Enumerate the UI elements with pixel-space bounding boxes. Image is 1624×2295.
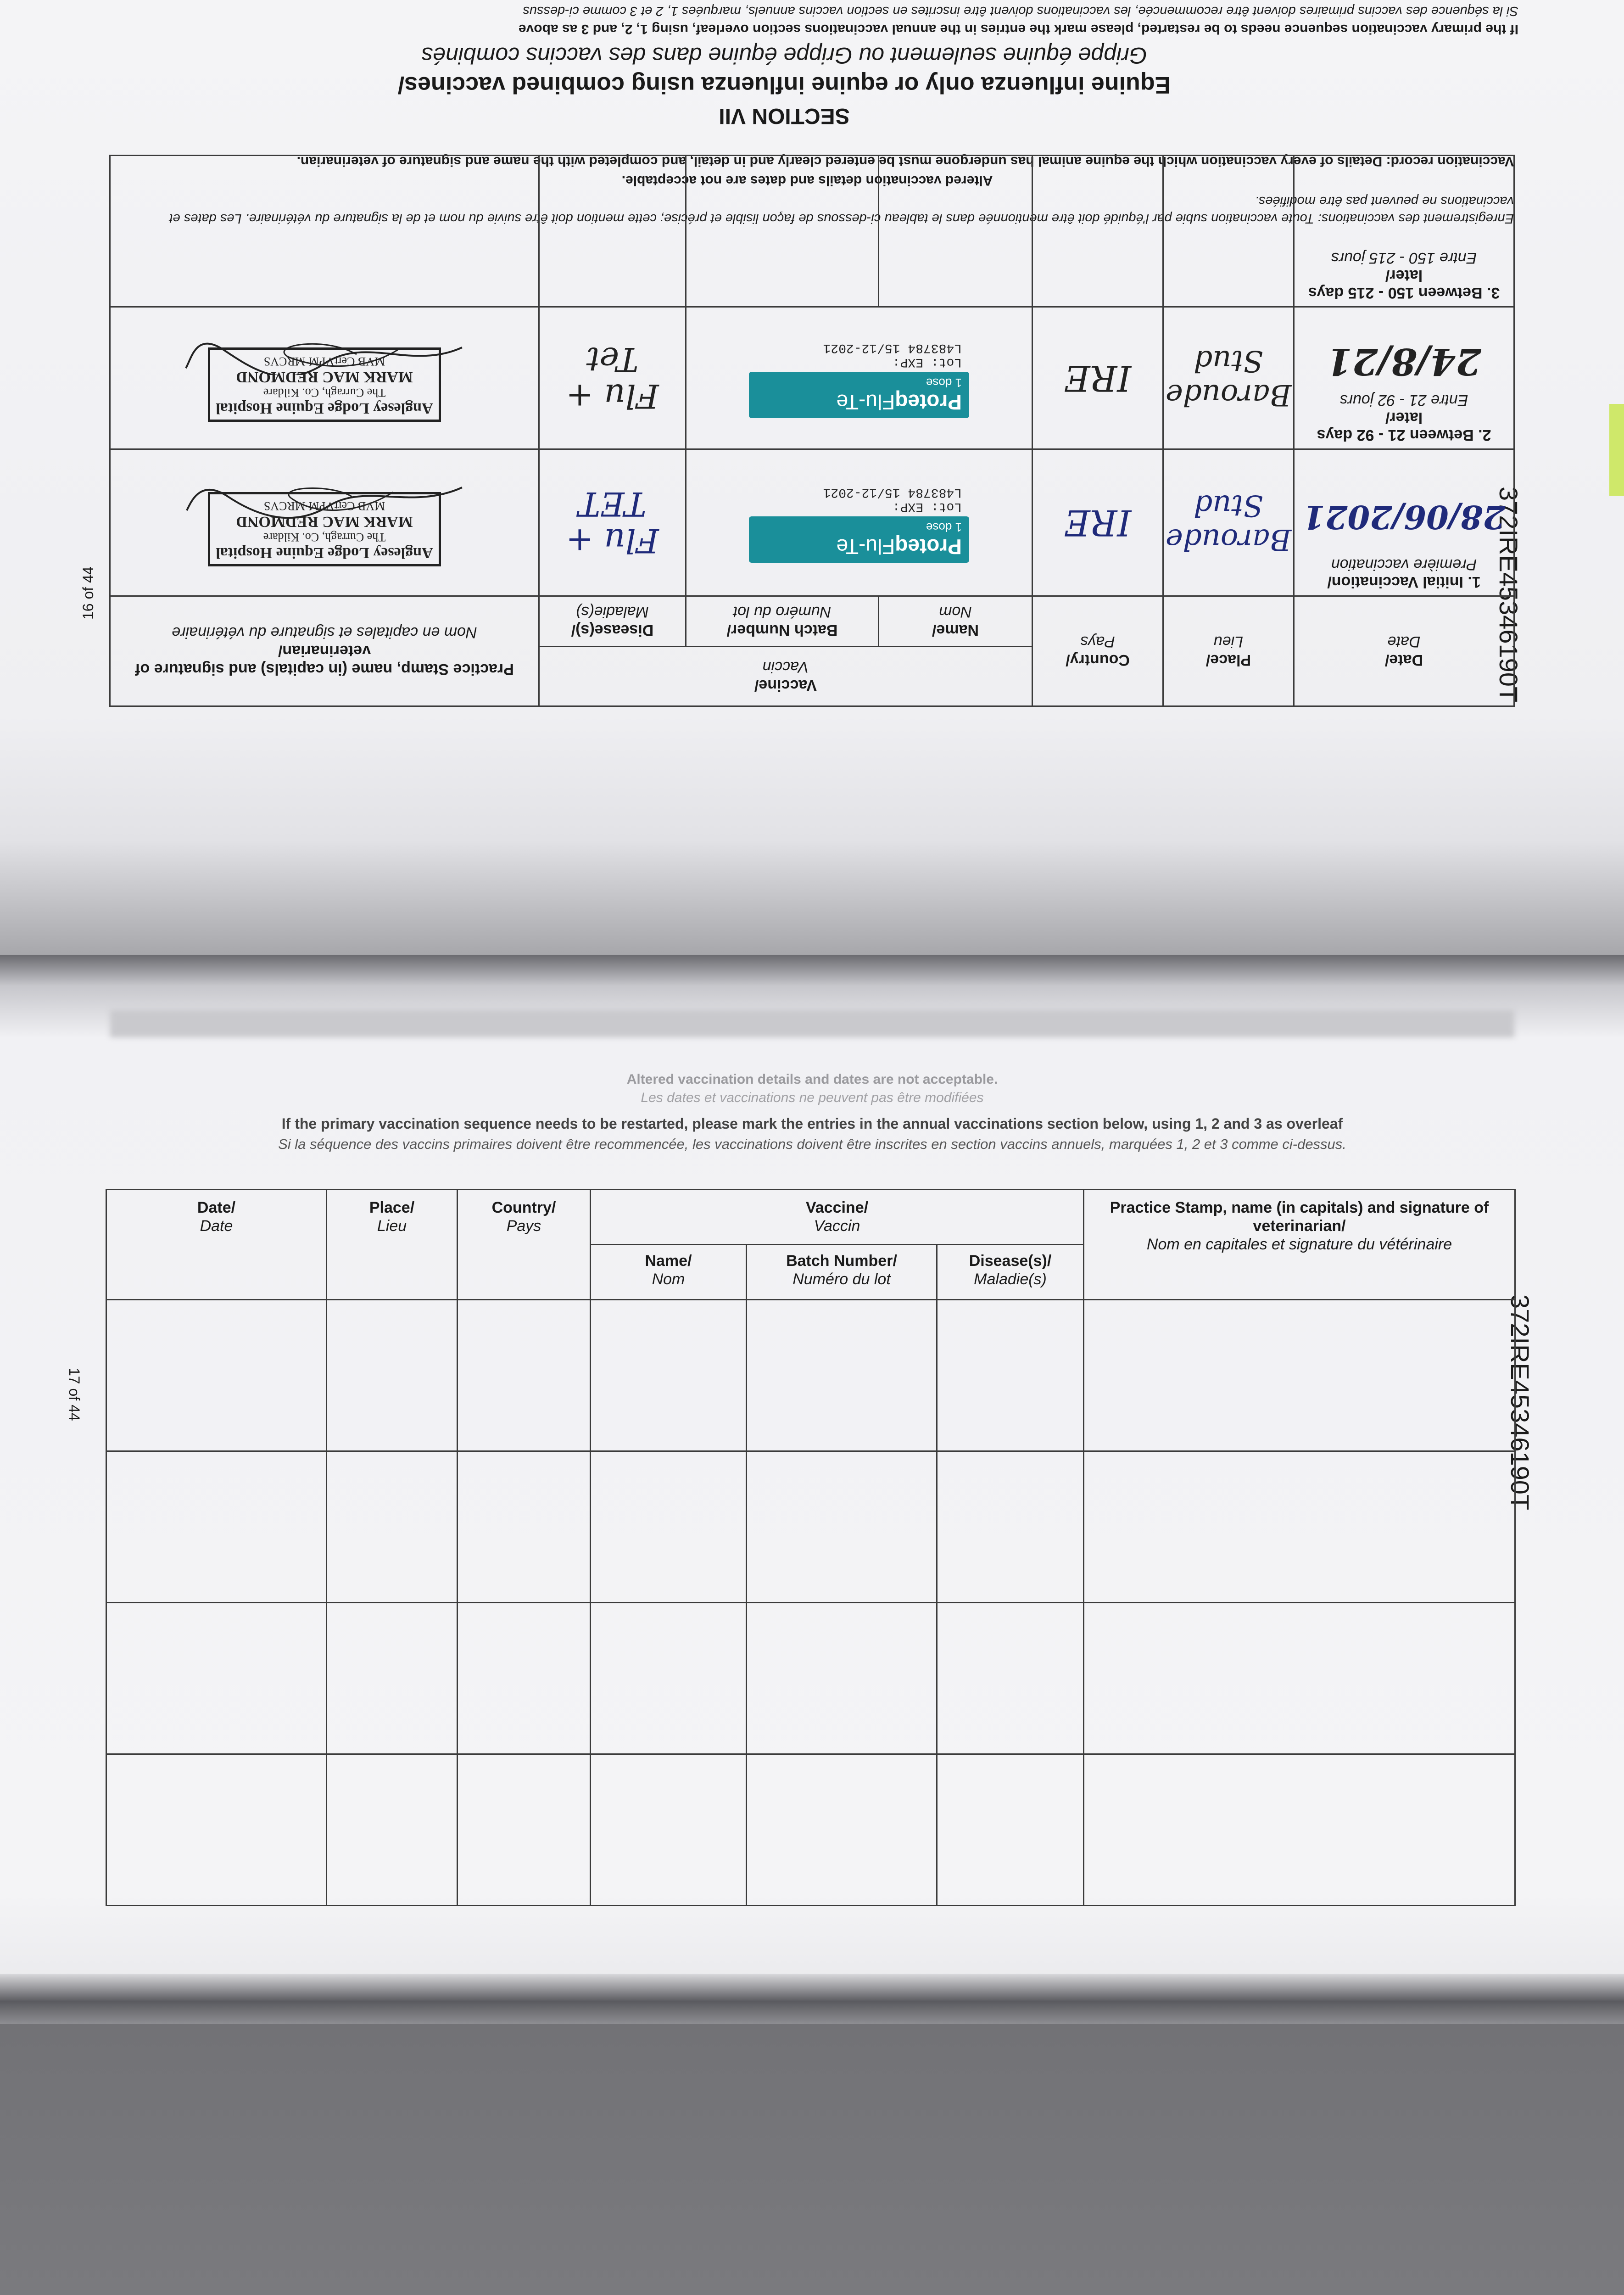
table-cell[interactable] (591, 1451, 747, 1603)
header-practice-stamp: Practice Stamp, name (in capitals) and signature of veterinarian/ Nom en capitales et signature du vétérinaire (110, 596, 539, 706)
table-cell[interactable] (458, 1451, 591, 1603)
table-cell[interactable] (591, 1603, 747, 1754)
table-cell[interactable] (327, 1603, 458, 1754)
table-cell[interactable] (937, 1754, 1084, 1906)
lower-page (0, 955, 1624, 1997)
table-cell[interactable] (458, 1300, 591, 1451)
passport-id: 372IRE45346190T (1506, 1294, 1535, 1511)
batch-number: Lot: EXP: L483784 15/12-2021 (823, 341, 962, 369)
table-cell[interactable] (1084, 1603, 1515, 1754)
row-disease-cell (539, 307, 686, 449)
veterinarian-signature (182, 334, 467, 375)
row-label-fr: Première vaccination (1331, 556, 1477, 573)
row-label-fr: Entre 150 - 215 jours (1331, 249, 1477, 267)
vaccine-sticker (749, 482, 969, 563)
table-cell[interactable] (747, 1754, 937, 1906)
table-row (110, 449, 1514, 596)
row-stamp-cell (110, 307, 539, 449)
veterinary-stamp: Anglesey Lodge Equine Hospital The Curragh, Co. Kildare MARK MAC REDMOND MVB CertVPM MRCVS (208, 348, 441, 422)
vaccine-name: ProteqFlu-Te (836, 535, 962, 559)
scanner-background (0, 2024, 1624, 2295)
section-heading-fr: Grippe équine seulement ou Grippe équine dans des vaccins combinés (421, 43, 1147, 68)
table-cell[interactable] (106, 1451, 327, 1603)
table-row (110, 156, 1514, 307)
altered-note: Altered vaccination details and dates are not acceptable. (626, 1072, 998, 1087)
vaccine-sticker-band (749, 516, 969, 563)
header-place: Place/ Lieu (327, 1190, 458, 1300)
header-practice-stamp: Practice Stamp, name (in capitals) and signature of veterinarian/ Nom en capitales et signature du vétérinaire (1084, 1190, 1515, 1300)
header-date: Date/ Date (1294, 596, 1514, 706)
handwritten-date: 24/8/21 (1327, 340, 1481, 383)
vaccine-dose: 1 dose (926, 376, 962, 390)
section-title: SECTION VII (719, 104, 850, 128)
table-cell[interactable] (458, 1603, 591, 1754)
veterinarian-signature (182, 479, 467, 520)
row-date-cell (1294, 449, 1514, 596)
batch-number: Lot: EXP: L483784 15/12-2021 (823, 485, 962, 514)
header-batch-number: Batch Number/ Numéro du lot (747, 1245, 937, 1300)
table-header-row (106, 1190, 1515, 1245)
table-cell[interactable] (937, 1603, 1084, 1754)
table-row (106, 1451, 1515, 1603)
header-date: Date/ Date (106, 1190, 327, 1300)
table-cell[interactable] (937, 1300, 1084, 1451)
veterinary-stamp: Anglesey Lodge Equine Hospital The Curragh, Co. Kildare MARK MAC REDMOND MVB CertVPM MRCVS (208, 493, 441, 567)
vaccination-table (106, 1189, 1516, 1906)
handwritten-country: IRE (1064, 502, 1132, 543)
table-row (106, 1754, 1515, 1906)
row-stamp-cell (110, 449, 539, 596)
handwritten-place: Baroude Stud (1165, 344, 1292, 412)
header-batch-number: Batch Number/ Numéro du lot (686, 596, 879, 647)
header-country: Country/ Pays (458, 1190, 591, 1300)
row-vaccine-sticker-cell (686, 307, 1032, 449)
book-page-edge (0, 1974, 1624, 2024)
handwritten-disease: Flu + TET (566, 485, 659, 560)
page-number: 16 of 44 (80, 566, 96, 620)
record-note-fr: Enregistrement des vaccinations: Toute vaccination subie par l'équidé doit être mentionnée dans le tableau ci-dessous de façon lisible et précise; cette mention doit être suivie du nom et de la signature du vétérinaire. Les dates et vaccinations ne peuvent pas être modifiées. (169, 194, 1514, 226)
table-cell[interactable] (327, 1451, 458, 1603)
page-number: 17 of 44 (66, 1368, 83, 1421)
row-place-cell (1163, 307, 1294, 449)
table-cell[interactable] (937, 1451, 1084, 1603)
restart-note: If the primary vaccination sequence needs to be restarted, please mark the entries in the annual vaccinations section overleaf, using 1, 2, and 3 as above (518, 22, 1518, 37)
header-country: Country/ Pays (1032, 596, 1163, 706)
row-country-cell (1032, 449, 1163, 596)
table-cell[interactable] (747, 1300, 937, 1451)
vaccine-dose: 1 dose (926, 521, 962, 534)
altered-note: Altered vaccination details and dates are not acceptable. (621, 173, 993, 188)
altered-note-fr: Les dates et vaccinations ne peuvent pas être modifiées (641, 1090, 984, 1105)
passport-id: 372IRE45346190T (1494, 487, 1523, 703)
table-header-row (110, 647, 1514, 706)
handwritten-disease: Flu + Tet (566, 340, 659, 416)
row-vaccine-name-cell (879, 156, 1032, 307)
table-cell[interactable] (1084, 1754, 1515, 1906)
table-row (106, 1603, 1515, 1754)
table-cell[interactable] (1084, 1300, 1515, 1451)
header-vaccine-name: Name/ Nom (879, 596, 1032, 647)
table-cell[interactable] (747, 1603, 937, 1754)
vaccine-sticker (749, 338, 969, 418)
restart-note-fr: Si la séquence des vaccins primaires doivent être recommencée, les vaccinations doivent être inscrites en section vaccins annuels, marquées 1, 2 et 3 comme ci-dessus. (278, 1136, 1346, 1152)
row-date-cell (1294, 156, 1514, 307)
table-row (106, 1300, 1515, 1451)
upper-page-content (0, 0, 1624, 955)
upper-page (0, 0, 1624, 955)
row-country-cell (1032, 307, 1163, 449)
row-stamp-cell (110, 156, 539, 307)
restart-note: If the primary vaccination sequence needs to be restarted, please mark the entries in the annual vaccinations section below, using 1, 2 and 3 as overleaf (281, 1115, 1343, 1132)
row-country-cell (1032, 156, 1163, 307)
vaccination-table (109, 155, 1515, 707)
vaccine-sticker-band (749, 372, 969, 418)
table-cell[interactable] (106, 1754, 327, 1906)
blurred-header-band (110, 1010, 1514, 1037)
section-heading: Equine influenza only or equine influenza using combined vaccines/ (397, 72, 1171, 98)
header-disease: Disease(s)/ Maladie(s) (539, 596, 686, 647)
table-cell[interactable] (591, 1754, 747, 1906)
table-cell[interactable] (1084, 1451, 1515, 1603)
header-vaccine: Vaccine/ Vaccin (591, 1190, 1084, 1245)
table-cell[interactable] (327, 1300, 458, 1451)
vaccine-name: ProteqFlu-Te (836, 390, 962, 414)
row-label: 3. Between 150 - 215 days later/ (1308, 267, 1500, 302)
table-cell[interactable] (591, 1300, 747, 1451)
header-vaccine: Vaccine/ Vaccin (539, 647, 1032, 706)
row-disease-cell (539, 156, 686, 307)
table-row (110, 307, 1514, 449)
table-cell[interactable] (747, 1451, 937, 1603)
row-batch-cell (686, 156, 879, 307)
row-place-cell (1163, 449, 1294, 596)
handwritten-country: IRE (1064, 357, 1132, 399)
restart-note-fr: Si la séquence des vaccins primaires doivent être recommencée, les vaccinations doivent être inscrites en section vaccins annuels, marquées 1, 2 et 3 comme ci-dessus (523, 4, 1518, 18)
table-cell[interactable] (327, 1754, 458, 1906)
handwritten-place: Baroude Stud (1165, 488, 1292, 557)
header-disease: Disease(s)/ Maladie(s) (937, 1245, 1084, 1300)
header-vaccine-name: Name/ Nom (591, 1245, 747, 1300)
table-cell[interactable] (106, 1603, 327, 1754)
header-place: Place/ Lieu (1163, 596, 1294, 706)
row-disease-cell (539, 449, 686, 596)
row-vaccine-sticker-cell (686, 449, 1032, 596)
record-note: Vaccination record: Details of every vaccination which the equine animal has undergone must be entered clearly and in detail, and completed with the name and signature of veterinarian. (296, 154, 1514, 169)
table-cell[interactable] (458, 1754, 591, 1906)
row-label: 1. Initial Vaccination/ (1327, 573, 1481, 591)
row-label-fr: Entre 21 - 92 jours (1339, 392, 1468, 409)
row-place-cell (1163, 156, 1294, 307)
table-cell[interactable] (106, 1300, 327, 1451)
row-label: 2. Between 21 - 92 days later/ (1317, 409, 1491, 444)
row-date-cell (1294, 307, 1514, 449)
handwritten-date: 28/06/2021 (1303, 498, 1505, 536)
